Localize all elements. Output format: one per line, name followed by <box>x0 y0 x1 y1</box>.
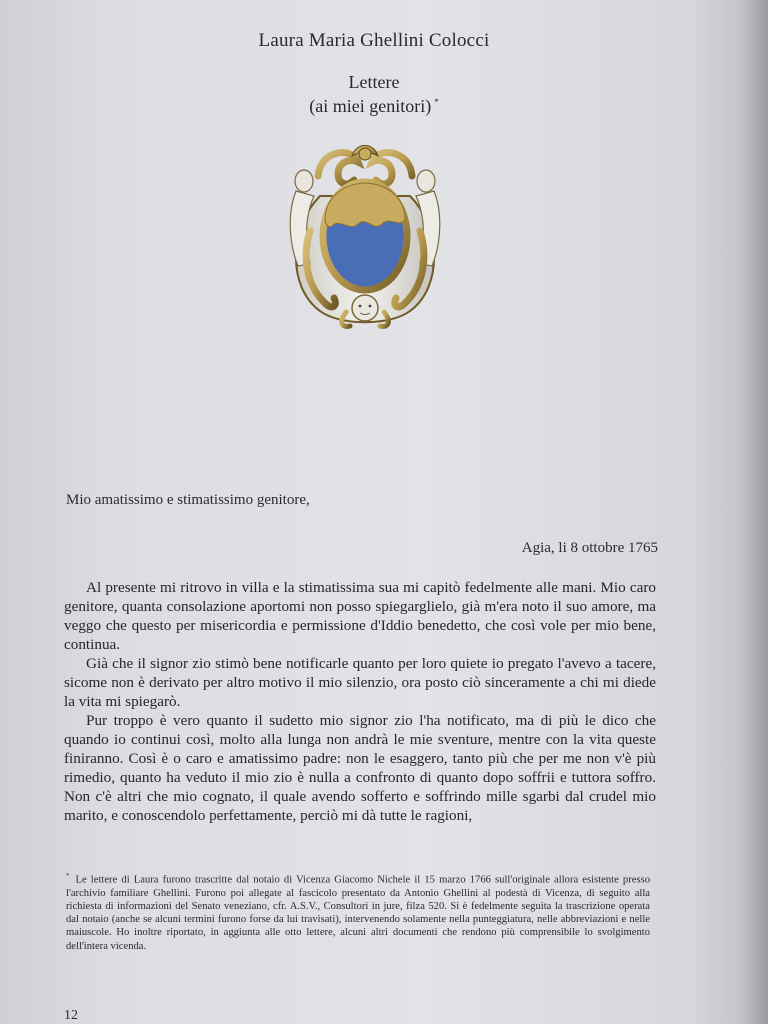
section-heading <box>0 72 748 116</box>
footnote-text: Le lettere di Laura furono trascritte dal notaio di Vicenza Giacomo Nichele il 15 marzo 1766 sull'originale allora esistente presso l'archivio familiare Ghellini. Furono poi allegate al fascicolo presentato da Antonio Ghellini al podestà di Vicenza, di seguito alla richiesta di informazioni del Senato veneziano, cfr. A.S.V., Consultori in jure, filza 520. Si è fedelmente seguita la trascrizione operata dal notaio (anche se alcuni termini furono forse da lui travisati), intervenendo solamente nella punteggiatura, nelle abbreviazioni e nelle maiuscole. Ho inoltre riportato, in aggiunta alle otto lettere, alcuni altri documenti che rendono più comprensibile lo svolgimento dell'intera vicenda. <box>66 874 650 952</box>
letter-body <box>64 578 656 825</box>
coat-of-arms-icon <box>280 136 450 332</box>
letter-salutation: Mio amatissimo e stimatissimo genitore, <box>66 492 310 508</box>
letter-dateline: Agia, li 8 ottobre 1765 <box>521 540 658 556</box>
letter-paragraph: Al presente mi ritrovo in villa e la stimatissima sua mi capitò fedelmente alle mani. Mio caro genitore, quanta consolazione aportomi non posso spiegarglielo, già m'era noto il suo amore, ma veggo che questo per misericordia e permissione d'Iddio benedetto, che così vole per mio bene, continua. <box>64 579 656 653</box>
section-subtitle: (ai miei genitori) <box>309 96 432 116</box>
footnote-marker: * <box>434 97 439 107</box>
letter-paragraph: Già che il signor zio stimò bene notificarle quanto per loro quiete io pregato l'avevo a tacere, sicome non è derivato per altro motivo il mio silenzio, ora posto ciò sinceramente a chi mi diede la vita mi spiegarò. <box>64 655 656 710</box>
footnote <box>66 870 650 953</box>
letter-paragraph: Pur troppo è vero quanto il sudetto mio signor zio l'ha notificato, ma di più le dico che quando io continui così, molto alla lunga non andrà le mie sventure, mentre con la vita queste finiranno. Così è o caro e amatissimo padre: non le esaggero, tanto più che per me non v'è più rimedio, quanto ha veduto il mio zio è nulla a confronto di quanto dopo soffrii e tuttora soffro. Non c'è altri che mio cognato, il quale avendo sofferto e soffrindo mille sgarbi dal crudel mio marito, e conoscendolo perfettamente, perciò mi dà tutte le ragioni, <box>64 712 656 824</box>
page-number: 12 <box>64 1008 78 1023</box>
footnote-marker: * <box>66 872 70 880</box>
page-edge-shadow <box>742 0 768 1024</box>
author-name: Laura Maria Ghellini Colocci <box>258 30 490 51</box>
section-subtitle-line <box>0 92 748 116</box>
section-title: Lettere <box>348 72 400 92</box>
